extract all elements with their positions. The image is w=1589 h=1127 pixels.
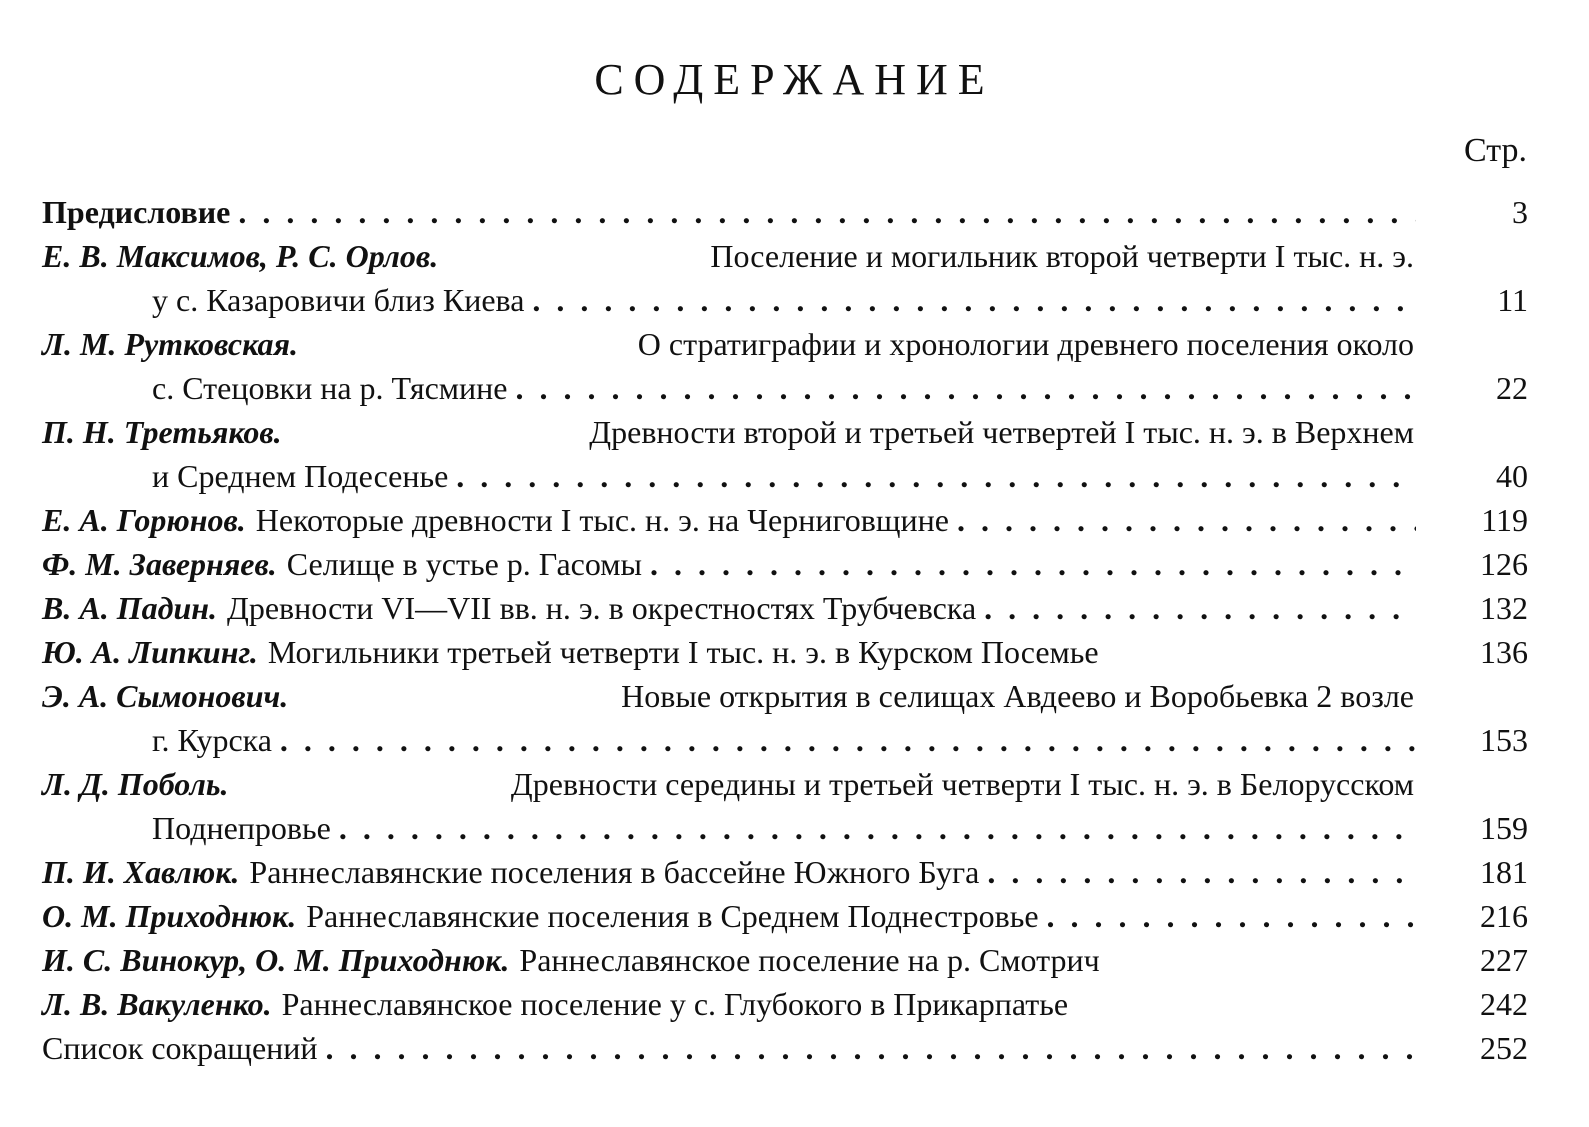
page-number: 153	[1480, 722, 1528, 758]
page-number: 22	[1496, 370, 1528, 406]
entry-title: Некоторые древности I тыс. н. э. на Черниговщине	[255, 502, 949, 538]
toc-entry	[42, 234, 1528, 278]
entry-title: Раннеславянские поселения в бассейне Южного Буга	[249, 854, 980, 890]
entry-title-continued: Поднепровье	[152, 810, 331, 846]
page-number: 181	[1480, 854, 1528, 890]
dot-leader	[987, 850, 1416, 894]
toc-entry-continuation	[42, 278, 1528, 322]
page-number: 11	[1497, 282, 1528, 318]
entry-title: Раннеславянское поселение на р. Смотрич	[519, 942, 1100, 978]
dot-leader	[280, 718, 1416, 762]
page-number: 227	[1480, 942, 1528, 978]
entry-title: Поселение и могильник второй четверти I тыс. н. э.	[710, 238, 1414, 274]
entry-author: Е. В. Максимов, Р. С. Орлов.	[42, 238, 439, 274]
page-number: 216	[1480, 898, 1528, 934]
entry-author: Л. М. Рутковская.	[42, 326, 299, 362]
toc-entry	[42, 1026, 1528, 1070]
entry-title-continued: у с. Казаровичи близ Киева	[152, 282, 525, 318]
entry-title: Раннеславянские поселения в Среднем Поднестровье	[306, 898, 1039, 934]
entry-title: Древности VI—VII вв. н. э. в окрестностях Трубчевска	[227, 590, 977, 626]
page-number: 136	[1480, 634, 1528, 670]
dot-leader	[650, 542, 1416, 586]
entry-title-continued: с. Стецовки на р. Тясмине	[152, 370, 508, 406]
entry-title: Древности середины и третьей четверти I тыс. н. э. в Белорусском	[510, 766, 1414, 802]
dot-leader	[456, 454, 1416, 498]
table-of-contents	[42, 190, 1528, 1070]
toc-entry-continuation	[42, 366, 1528, 410]
page-number: 126	[1480, 546, 1528, 582]
toc-entry	[42, 190, 1528, 234]
entry-author: П. Н. Третьяков.	[42, 414, 282, 450]
dot-leader	[238, 190, 1416, 234]
page-number: 40	[1496, 458, 1528, 494]
toc-entry	[42, 586, 1528, 630]
page-title: СОДЕРЖАНИЕ	[594, 55, 995, 104]
toc-entry	[42, 850, 1528, 894]
dot-leader	[957, 498, 1416, 542]
toc-entry-continuation	[42, 806, 1528, 850]
entry-author: Л. В. Вакуленко.	[42, 986, 272, 1022]
toc-entry	[42, 938, 1528, 982]
entry-author: В. А. Падин.	[42, 590, 218, 626]
entry-author: И. С. Винокур, О. М. Приходнюк.	[42, 942, 510, 978]
toc-entry	[42, 674, 1528, 718]
page-number: 119	[1481, 502, 1528, 538]
dot-leader	[1047, 894, 1416, 938]
toc-entry	[42, 498, 1528, 542]
page-number: 132	[1480, 590, 1528, 626]
entry-title-continued: и Среднем Подесенье	[152, 458, 449, 494]
dot-leader	[516, 366, 1417, 410]
entry-author: Э. А. Сымонович.	[42, 678, 289, 714]
toc-entry-continuation	[42, 718, 1528, 762]
toc-entry	[42, 762, 1528, 806]
entry-title: Могильники третьей четверти I тыс. н. э. в Курском Посемье	[267, 634, 1099, 670]
toc-entry	[42, 542, 1528, 586]
dot-leader	[339, 806, 1416, 850]
dot-leader	[532, 278, 1416, 322]
entry-author: П. И. Хавлюк.	[42, 854, 240, 890]
entry-title: Древности второй и третьей четвертей I тыс. н. э. в Верхнем	[589, 414, 1414, 450]
page-number: 159	[1480, 810, 1528, 846]
toc-entry	[42, 630, 1528, 674]
page-column-header: Стр.	[1463, 132, 1527, 169]
entry-author: Ю. А. Липкинг.	[42, 634, 258, 670]
entry-label: Предисловие	[42, 194, 231, 230]
toc-entry	[42, 982, 1528, 1026]
page-number: 242	[1480, 986, 1528, 1022]
entry-author: О. М. Приходнюк.	[42, 898, 297, 934]
dot-leader	[984, 586, 1416, 630]
page-number: 252	[1480, 1030, 1528, 1066]
page-number: 3	[1512, 194, 1528, 230]
dot-leader	[326, 1026, 1416, 1070]
toc-entry	[42, 894, 1528, 938]
entry-author: Л. Д. Поболь.	[42, 766, 229, 802]
entry-label: Список сокращений	[42, 1030, 318, 1066]
toc-entry	[42, 410, 1528, 454]
entry-title: Новые открытия в селищах Авдеево и Воробьевка 2 возле	[621, 678, 1414, 714]
toc-entry	[42, 322, 1528, 366]
toc-entry-continuation	[42, 454, 1528, 498]
entry-title: Раннеславянское поселение у с. Глубокого в Прикарпатье	[281, 986, 1069, 1022]
entry-author: Е. А. Горюнов.	[42, 502, 246, 538]
entry-title: Селище в устье р. Гасомы	[286, 546, 643, 582]
entry-title-continued: г. Курска	[152, 722, 272, 758]
entry-title: О стратиграфии и хронологии древнего поселения около	[637, 326, 1414, 362]
entry-author: Ф. М. Заверняев.	[42, 546, 277, 582]
